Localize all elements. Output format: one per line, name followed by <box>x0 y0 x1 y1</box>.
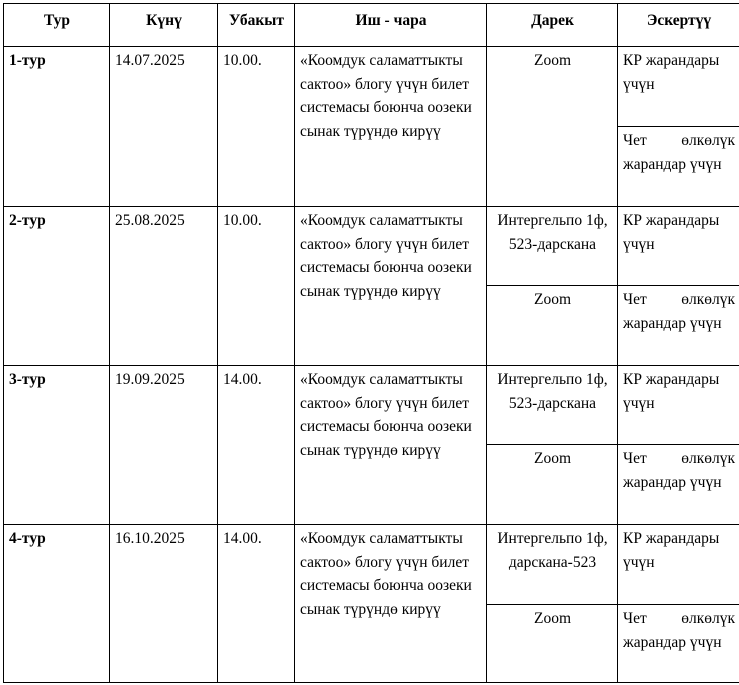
note-cell: КР жарандары үчүн <box>618 207 739 286</box>
note-cell: Чет өлкөлүк жарандар үчүн <box>618 445 739 525</box>
note-cell: Чет өлкөлүк жарандар үчүн <box>618 127 739 207</box>
event-cell: «Коомдук саламаттыкты сактоо» блогу үчүн билет системасы боюнча оозеки сынак түрүндө кирүү <box>295 47 487 207</box>
address-cell: Zoom <box>487 605 618 683</box>
note-cell: Чет өлкөлүк жарандар үчүн <box>618 286 739 366</box>
address-cell: Zoom <box>487 445 618 525</box>
address-cell: Zoom <box>487 47 618 207</box>
header-row <box>4 4 739 47</box>
header-time: Убакыт <box>218 4 295 47</box>
header-note: Эскертүү <box>618 4 739 47</box>
event-cell: «Коомдук саламаттыкты сактоо» блогу үчүн билет системасы боюнча оозеки сынак түрүндө кирүү <box>295 525 487 683</box>
tur-cell: 3-тур <box>4 366 110 525</box>
header-tur: Тур <box>4 4 110 47</box>
table-row <box>4 47 739 127</box>
table-row <box>4 525 739 605</box>
time-cell: 10.00. <box>218 47 295 207</box>
header-address: Дарек <box>487 4 618 47</box>
time-cell: 14.00. <box>218 366 295 525</box>
date-cell: 19.09.2025 <box>110 366 218 525</box>
note-cell: КР жарандары үчүн <box>618 525 739 605</box>
note-cell: КР жарандары үчүн <box>618 47 739 127</box>
event-cell: «Коомдук саламаттыкты сактоо» блогу үчүн билет системасы боюнча оозеки сынак түрүндө кирүү <box>295 366 487 525</box>
table-row <box>4 207 739 286</box>
note-cell: Чет өлкөлүк жарандар үчүн <box>618 605 739 683</box>
address-cell: Интергельпо 1ф, дарскана-523 <box>487 525 618 605</box>
time-cell: 10.00. <box>218 207 295 366</box>
date-cell: 14.07.2025 <box>110 47 218 207</box>
date-cell: 25.08.2025 <box>110 207 218 366</box>
table-row <box>4 366 739 445</box>
tur-cell: 2-тур <box>4 207 110 366</box>
tur-cell: 4-тур <box>4 525 110 683</box>
date-cell: 16.10.2025 <box>110 525 218 683</box>
schedule-table <box>3 3 739 683</box>
address-cell: Интергельпо 1ф, 523-дарскана <box>487 366 618 445</box>
address-cell: Zoom <box>487 286 618 366</box>
event-cell: «Коомдук саламаттыкты сактоо» блогу үчүн билет системасы боюнча оозеки сынак түрүндө кирүү <box>295 207 487 366</box>
header-event: Иш - чара <box>295 4 487 47</box>
time-cell: 14.00. <box>218 525 295 683</box>
tur-cell: 1-тур <box>4 47 110 207</box>
note-cell: КР жарандары үчүн <box>618 366 739 445</box>
header-date: Күнү <box>110 4 218 47</box>
address-cell: Интергельпо 1ф, 523-дарскана <box>487 207 618 286</box>
